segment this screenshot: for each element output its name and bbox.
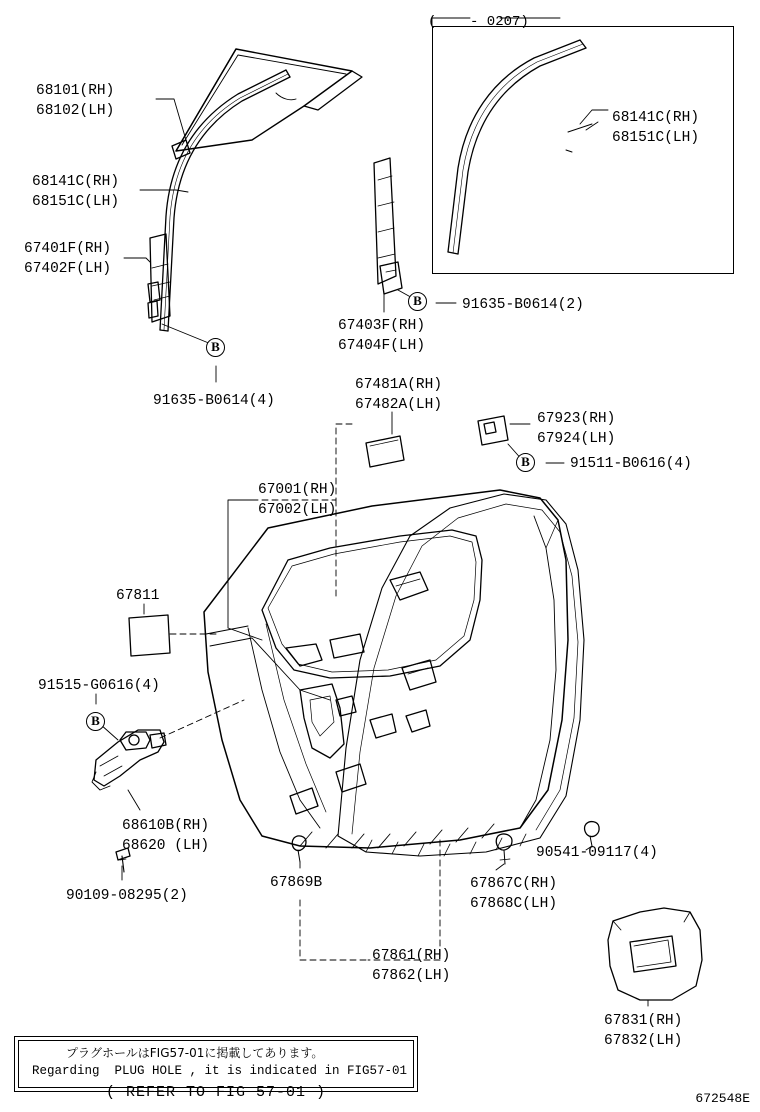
inset-panel: [432, 26, 734, 274]
label-67403f-rh: 67403F(RH): [338, 318, 426, 334]
label-91511-b0616-4: 91511-B0616(4): [570, 456, 692, 472]
part-door-glass-68101: [172, 49, 362, 159]
part-door-check-68610b: [92, 730, 166, 790]
part-handle-bezel-67481a: [366, 436, 404, 467]
label-67482a-lh: 67482A(LH): [355, 397, 443, 413]
label-67481a-rh: 67481A(RH): [355, 377, 443, 393]
bolt-marker-b-1: B: [206, 338, 225, 357]
label-68101-rh: 68101(RH): [36, 83, 115, 99]
inset-label-68151c: 68151C(LH): [612, 130, 700, 146]
bolt-marker-b-2: B: [408, 292, 427, 311]
label-67868c-lh: 67868C(LH): [470, 896, 558, 912]
label-90109-08295-2: 90109-08295(2): [66, 888, 188, 904]
part-channel-garnish-67403f: [374, 158, 402, 294]
inset-label-68141c: 68141C(RH): [612, 110, 700, 126]
label-91635-b0614-2: 91635-B0614(2): [462, 297, 584, 313]
label-67001-rh: 67001(RH): [258, 482, 337, 498]
part-glass-run-68141c: [160, 70, 290, 331]
label-67869b: 67869B: [270, 875, 323, 891]
label-67831-rh: 67831(RH): [604, 1013, 683, 1029]
label-67924-lh: 67924(LH): [537, 431, 616, 447]
bolt-marker-b-4: B: [86, 712, 105, 731]
label-68141c-rh: 68141C(RH): [32, 174, 120, 190]
label-67002-lh: 67002(LH): [258, 502, 337, 518]
label-90541-09117-4: 90541-09117(4): [536, 845, 658, 861]
label-67832-lh: 67832(LH): [604, 1033, 683, 1049]
bolt-marker-b-3: B: [516, 453, 535, 472]
label-68620-lh: 68620 (LH): [122, 838, 210, 854]
label-68102-lh: 68102(LH): [36, 103, 115, 119]
figure-id: 672548E: [695, 1091, 750, 1106]
label-67404f-lh: 67404F(LH): [338, 338, 426, 354]
part-retainer-67923: [478, 416, 508, 445]
note-line-jp: プラグホールはFIG57-01に掲載してあります。: [66, 1046, 324, 1060]
part-service-cover-67831: [608, 908, 702, 1000]
label-91515-g0616-4: 91515-G0616(4): [38, 678, 160, 694]
part-door-panel-67001: [204, 490, 568, 848]
label-68151c-lh: 68151C(LH): [32, 194, 120, 210]
label-67861-rh: 67861(RH): [372, 948, 451, 964]
part-plate-67811: [129, 615, 170, 656]
label-67862-lh: 67862(LH): [372, 968, 451, 984]
part-bumper-90541-09117: [585, 822, 600, 846]
note-line-ref: ( REFER TO FIG 57-01 ): [106, 1084, 327, 1101]
label-68610b-rh: 68610B(RH): [122, 818, 210, 834]
inset-header: ( - 0207): [428, 14, 529, 30]
part-door-skin-67861: [338, 494, 584, 856]
label-67402f-lh: 67402F(LH): [24, 261, 112, 277]
label-67401f-rh: 67401F(RH): [24, 241, 112, 257]
label-91635-b0614-4: 91635-B0614(4): [153, 393, 275, 409]
note-line-en: Regarding PLUG HOLE , it is indicated in FIG57-01: [32, 1064, 408, 1078]
label-67811: 67811: [116, 588, 160, 604]
label-67867c-rh: 67867C(RH): [470, 876, 558, 892]
part-clip-67869b: [292, 836, 306, 862]
label-67923-rh: 67923(RH): [537, 411, 616, 427]
